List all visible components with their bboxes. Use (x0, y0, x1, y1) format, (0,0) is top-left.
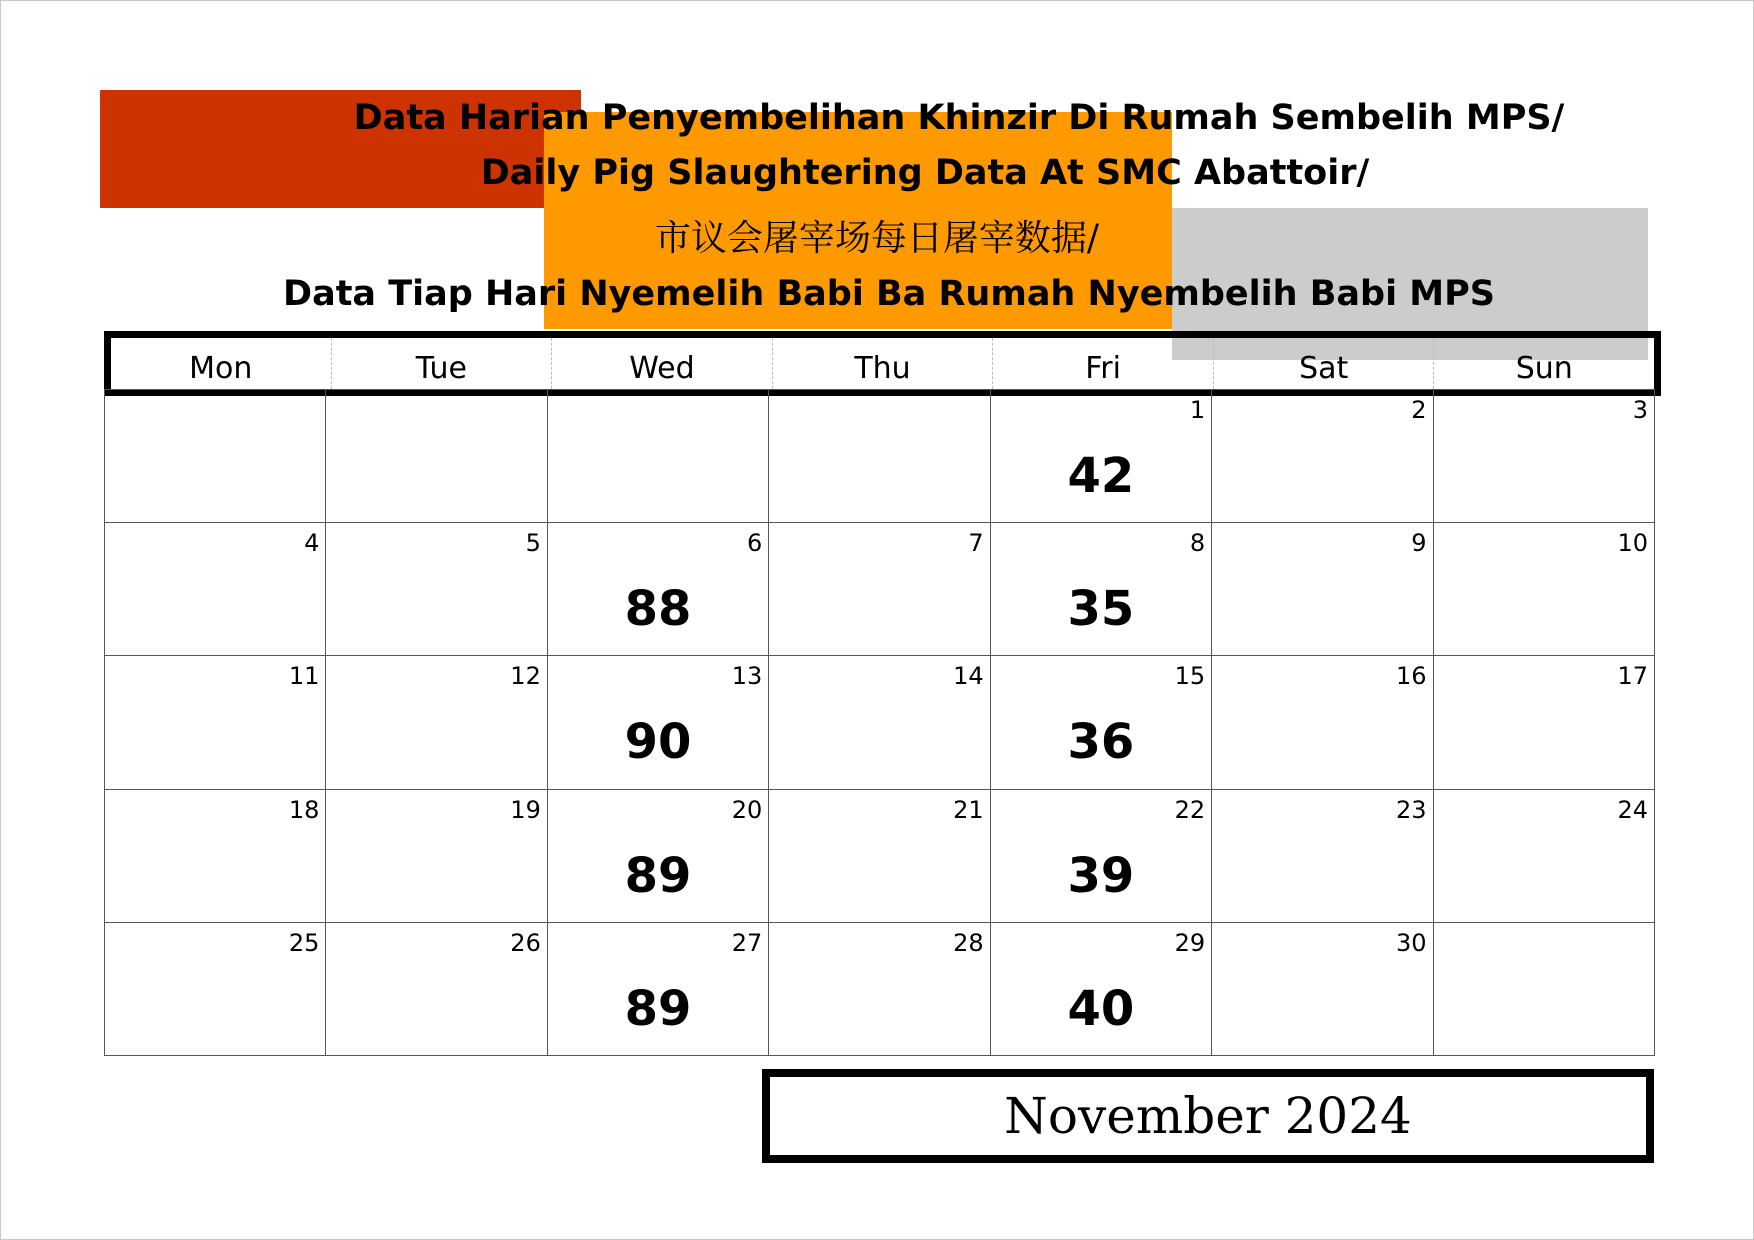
daily-slaughter-count: 35 (1067, 581, 1135, 638)
calendar-day-cell (1434, 790, 1655, 923)
day-number: 25 (288, 928, 320, 957)
calendar-day-cell (769, 790, 990, 923)
day-number: 14 (953, 662, 984, 691)
calendar-day-cell (1212, 390, 1433, 523)
calendar-day-cell (1434, 390, 1655, 523)
day-number: 2 (1411, 396, 1427, 424)
day-number: 1 (1189, 396, 1206, 424)
day-number: 20 (731, 795, 763, 824)
day-number: 22 (1174, 795, 1206, 824)
calendar-day-cell (1212, 790, 1433, 923)
calendar-day-cell (991, 790, 1212, 923)
day-number: 8 (1189, 529, 1206, 558)
title-iban: Data Tiap Hari Nyemelih Babi Ba Rumah Nyembelih Babi MPS (283, 274, 1495, 314)
daily-slaughter-count: 40 (1067, 980, 1135, 1037)
daily-slaughter-count: 88 (624, 581, 692, 638)
day-number: 13 (731, 662, 763, 691)
day-number: 21 (953, 795, 984, 824)
calendar-day-cell (548, 390, 769, 523)
calendar-day-cell (105, 923, 326, 1056)
daily-slaughter-count: 36 (1067, 714, 1135, 771)
calendar-day-cell (105, 790, 326, 923)
calendar-day-cell (326, 523, 547, 656)
daily-slaughter-count: 90 (624, 714, 692, 771)
calendar-day-cell (1212, 656, 1433, 789)
day-number: 19 (510, 795, 541, 824)
month-label: November 2024 (762, 1069, 1654, 1163)
calendar-day-cell (548, 790, 769, 923)
weekday-sat: Sat (1213, 338, 1434, 389)
day-number: 6 (747, 529, 763, 558)
calendar-day-cell (1434, 923, 1655, 1056)
day-number: 5 (525, 529, 541, 558)
weekday-thu: Thu (772, 338, 993, 389)
day-number: 4 (304, 529, 320, 558)
day-number: 27 (731, 928, 763, 957)
daily-slaughter-count: 89 (624, 980, 692, 1037)
day-number: 24 (1617, 795, 1648, 824)
calendar-day-cell (326, 790, 547, 923)
calendar-day-cell (991, 656, 1212, 789)
title-malay: Data Harian Penyembelihan Khinzir Di Rumah Sembelih MPS/ (353, 98, 1565, 138)
title-english: Daily Pig Slaughtering Data At SMC Abattoir/ (480, 153, 1370, 193)
day-number: 28 (953, 928, 984, 957)
calendar-day-cell (769, 390, 990, 523)
calendar-day-cell (1212, 523, 1433, 656)
day-number: 26 (510, 928, 541, 957)
day-number: 23 (1396, 795, 1427, 824)
weekday-sun: Sun (1433, 338, 1654, 389)
calendar-day-cell (548, 523, 769, 656)
daily-slaughter-count: 42 (1067, 448, 1135, 504)
day-number: 7 (968, 529, 984, 558)
calendar-day-cell (769, 923, 990, 1056)
day-number: 16 (1396, 662, 1427, 691)
calendar-day-cell (326, 390, 547, 523)
day-number: 9 (1411, 529, 1427, 558)
weekday-wed: Wed (551, 338, 772, 389)
calendar-day-cell (769, 523, 990, 656)
daily-slaughter-count: 39 (1067, 847, 1135, 904)
day-number: 12 (510, 662, 541, 691)
calendar-day-cell (769, 656, 990, 789)
calendar-grid (104, 389, 1655, 1056)
calendar-day-cell (105, 656, 326, 789)
weekday-mon: Mon (189, 351, 253, 386)
calendar-day-cell (991, 523, 1212, 656)
calendar-day-cell (991, 390, 1212, 523)
calendar-day-cell (326, 923, 547, 1056)
weekday-fri: Fri (992, 338, 1213, 389)
calendar-day-cell (548, 656, 769, 789)
day-number: 11 (288, 662, 320, 691)
weekday-header (104, 331, 1661, 396)
day-number: 18 (288, 795, 320, 824)
calendar-day-cell (1434, 656, 1655, 789)
calendar-day-cell (105, 390, 326, 523)
day-number: 3 (1632, 396, 1648, 424)
calendar-day-cell (105, 523, 326, 656)
calendar-day-cell (548, 923, 769, 1056)
day-number: 29 (1174, 928, 1206, 957)
day-number: 17 (1617, 662, 1648, 691)
title-chinese: 市议会屠宰场每日屠宰数据/ (654, 218, 1100, 259)
calendar-day-cell (1212, 923, 1433, 1056)
calendar-day-cell (1434, 523, 1655, 656)
calendar-day-cell (991, 923, 1212, 1056)
day-number: 15 (1174, 662, 1206, 691)
calendar-day-cell (326, 656, 547, 789)
weekday-tue: Tue (331, 338, 552, 389)
day-number: 30 (1396, 928, 1427, 957)
day-number: 10 (1617, 529, 1648, 558)
daily-slaughter-count: 89 (624, 847, 692, 904)
